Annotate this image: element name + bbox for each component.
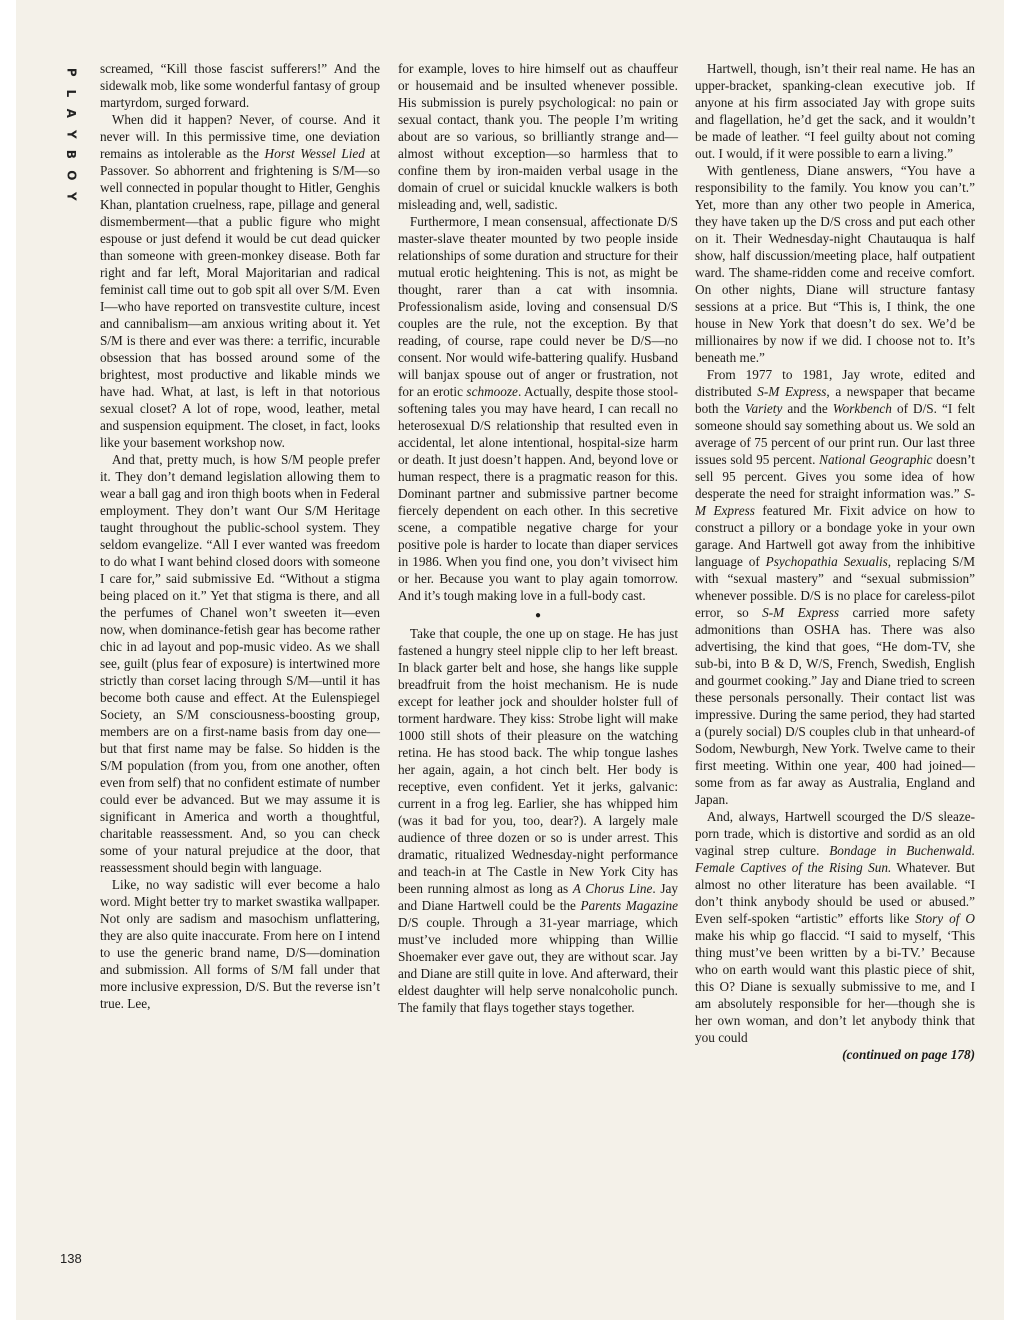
article-paragraph: With gentleness, Diane answers, “You have a responsibility to the family. You know you can’t.” Yet, more than any other two people in America, they have taken up the D/S cross and put each other on it. Their Wednesday-night Chautauqua is half show, half discussion/meeting place, half outpatient ward. The shame-ridden come and receive comfort. On other nights, Diane will structure fantasy sessions at a price. But “This is, I think, the one house in New York that doesn’t do sex. We’d be millionaires by now if we did. I choose not to. It’s beneath me.” [695, 163, 975, 365]
article-paragraph: Hartwell, though, isn’t their real name. He has an upper-bracket, spanking-clean executive job. If anyone at his firm associated Jay with grope suits and flagellation, he’d get the sack, and it wouldn’t be made of leather. “I feel guilty about not coming out. I would, if it were possible to earn a living.” [695, 61, 975, 161]
masthead-letter: Y [64, 191, 79, 201]
continued-on-line: (continued on page 178) [842, 1047, 975, 1062]
magazine-page [16, 0, 1004, 1320]
article-paragraph: Furthermore, I mean consensual, affectionate D/S master-slave theater mounted by two people inside relationships of some duration and structure for their mutual erotic heightening. This is not, as might be thought, rarer than a cat with insomnia. Professionalism aside, loving and consensual D/S couples are the rule, not the exception. By that reading, of course, rape could never be D/S—no consent. Nor would wife-battering qualify. Husband will banjax spouse out of anger or frustration, not for an erotic schmooze. Actually, despite those stool-softening tales you may have heard, I can recall no heterosexual D/S relationship that resulted even in accidental, let alone intentional, hospital-size harm or death. It just doesn’t happen. And, beyond love or human respect, there is a pragmatic reason for this. Dominant partner and submissive partner become fiercely dependent on each other. In this secretive scene, a compatible negative charge for your positive pole is harder to locate than diaper services in 1986. When you find one, you don’t vivisect him or her. Because you want to play again tomorrow. And it’s tough making love in a full-body cast. [398, 214, 678, 603]
article-paragraph: for example, loves to hire himself out as chauffeur or housemaid and be insulted whenever possible. His submission is purely psychological: no pain or sexual contact, thank you. The people I’m writing about are so various, so brilliantly strange and—almost without exception—so harmless that to confine them by iron-maiden verbal usage in the domain of cruel or suicidal knuckle walkers is both misleading and, well, sadistic. [398, 61, 678, 212]
article-paragraph: Take that couple, the one up on stage. He has just fastened a hungry steel nipple clip to her left breast. In black garter belt and hose, she hangs like supple breadfruit from the hoist mechanism. He is nude except for leather jock and shoulder holster full of torment hardware. They kiss: Strobe light will make 1000 still shots of their pleasure on the watching retina. He has stood back. The whip tongue lashes her again, again, a hot cinch belt. Her body is receptive, even confident. Yet it jerks, galvanic: current in a frog leg. Earlier, she has whipped him (was it bad for you, too, dear?). A largely male audience of three dozen or so is under arrest. This dramatic, ritualized Wednesday-night performance and teach-in at The Castle in New York City has been running almost as long as A Chorus Line. Jay and Diane Hartwell could be the Parents Magazine D/S couple. Through a 31-year marriage, which must’ve included more whipping than Willie Shoemaker ever gave out, they are without scar. Jay and Diane are still quite in love. And afterward, their eldest daughter will help serve nonalcoholic punch. The family that flays together stays together. [398, 626, 678, 1015]
masthead-letter: A [64, 108, 79, 119]
article-paragraph: When did it happen? Never, of course. And it never will. In this permissive time, one deviation remains as intolerable as the Horst Wessel Lied at Passover. So abhorrent and frightening is S/M—so well connected in popular thought to Hitler, Genghis Khan, plantation cruelness, rape, pillage and general dismemberment—that a public figure who might espouse or just defend it would be cut dead quicker than someone with green-monkey disease. Both far right and far left, Moral Majoritarian and radical feminist call time out to gob spit all over S/M. Even I—who have reported on transvestite culture, incest and cannibalism—am anxious writing about it. Yet S/M is there and ever was there: a terrific, incurable obsession that has bossed around some of the brightest, most productive and likable minds we have had. What, at last, is left in that notorious sexual closet? A lot of rope, wood, leather, metal and suspension equipment. The closet, in fact, looks like your basement workshop now. [100, 112, 380, 450]
playboy-masthead [60, 62, 82, 206]
article-paragraph: screamed, “Kill those fascist sufferers!” And the sidewalk mob, like some wonderful fantasy of group martyrdom, surged forward. [100, 61, 380, 110]
text-column-1 [100, 60, 380, 1012]
masthead-letter: L [64, 89, 79, 97]
article-paragraph: And, always, Hartwell scourged the D/S sleaze-porn trade, which is distortive and sordid as an old vaginal strep culture. Bondage in Buchenwald. Female Captives of the Rising Sun. Whatever. But almost no other literature has been available. “I don’t think anybody should be used or abused.” Even self-spoken “artistic” efforts like Story of O make his whip go flaccid. “I said to myself, ‘This thing must’ve been written by a bi-TV.’ Because who on earth would want this plastic piece of shit, this O? Diane is sexually submissive to me, and I am absolutely responsible for her—though she is her own woman, and don’t let anybody think that you could [695, 809, 976, 1045]
page-number: 138 [60, 1251, 82, 1266]
masthead-letter: Y [64, 129, 79, 139]
section-break-bullet: ● [534, 610, 542, 621]
text-column-3 [695, 60, 975, 1063]
article-paragraph: And that, pretty much, is how S/M people prefer it. They don’t demand legislation allowing them to wear a ball gag and iron thigh boots when in Federal employment. They don’t want Our S/M Heritage taught throughout the public-school system. They seldom evangelize. “All I ever wanted was freedom to do what I want behind closed doors with someone I care for,” said submissive Ed. “Without a stigma being placed on it.” Yet that stigma is there, and all the perfumes of Chanel won’t sweeten it—even now, when dominance-fetish gear has become rather chic in ad layout and pop-music video. As we shall see, guilt (plus fear of exposure) is intertwined more strictly than corset lacing through S/M—until it has become both cause and effect. At the Eulenspiegel Society, an S/M consciousness-boosting group, members are on a first-name basis from day one—but that first name may be false. So hidden is the S/M population (from you, from one another, often even from self) that no confident estimate of number could ever be advanced. But we may assume it is significant in America and worth a thoughtful, charitable reassessment. And, so you can check some of your natural prejudice at the door, that reassessment should begin with language. [100, 452, 380, 875]
masthead-letter: O [64, 170, 79, 181]
masthead-letter: P [64, 67, 79, 77]
text-column-2 [398, 60, 678, 1016]
article-paragraph: Like, no way sadistic will ever become a halo word. Might better try to market swastika wallpaper. Not only are sadism and masochism unflattering, they are also quite inaccurate. From here on I intend to use the generic brand name, D/S—domination and submission. All forms of S/M fall under that more inclusive expression, D/S. But the reverse isn’t true. Lee, [100, 877, 380, 1011]
article-paragraph: From 1977 to 1981, Jay wrote, edited and distributed S-M Express, a newspaper that became both the Variety and the Workbench of D/S. “I felt someone should say something about us. We sold an average of 75 percent of our print run. Our last three issues sold 95 percent. National Geographic doesn’t sell 95 percent. Gives you some idea of how desperate the need for straight information was.” S-M Express featured Mr. Fixit advice on how to construct a pillory or a bondage yoke in your own garage. And Hartwell got away from the inhibitive language of Psychopathia Sexualis, replacing S/M with “sexual mastery” and “sexual submission” whenever possible. D/S is no place for careless-pilot error, so S-M Express carried more safety admonitions than OSHA has. There was also advertising, the kind that goes, “He dom-TV, she sub-bi, into B & D, W/S, French, Swedish, English and gourmet cooking.” Jay and Diane tried to screen these personals personally. Their contact list was impressive. During the same period, they had started a (purely social) D/S couples club in that unheard-of Sodom, Newburgh, New York. Twelve came to their first meeting. Within one year, 400 had joined—some from as far away as Australia, England and Japan. [695, 367, 975, 807]
masthead-letter: B [64, 150, 79, 160]
